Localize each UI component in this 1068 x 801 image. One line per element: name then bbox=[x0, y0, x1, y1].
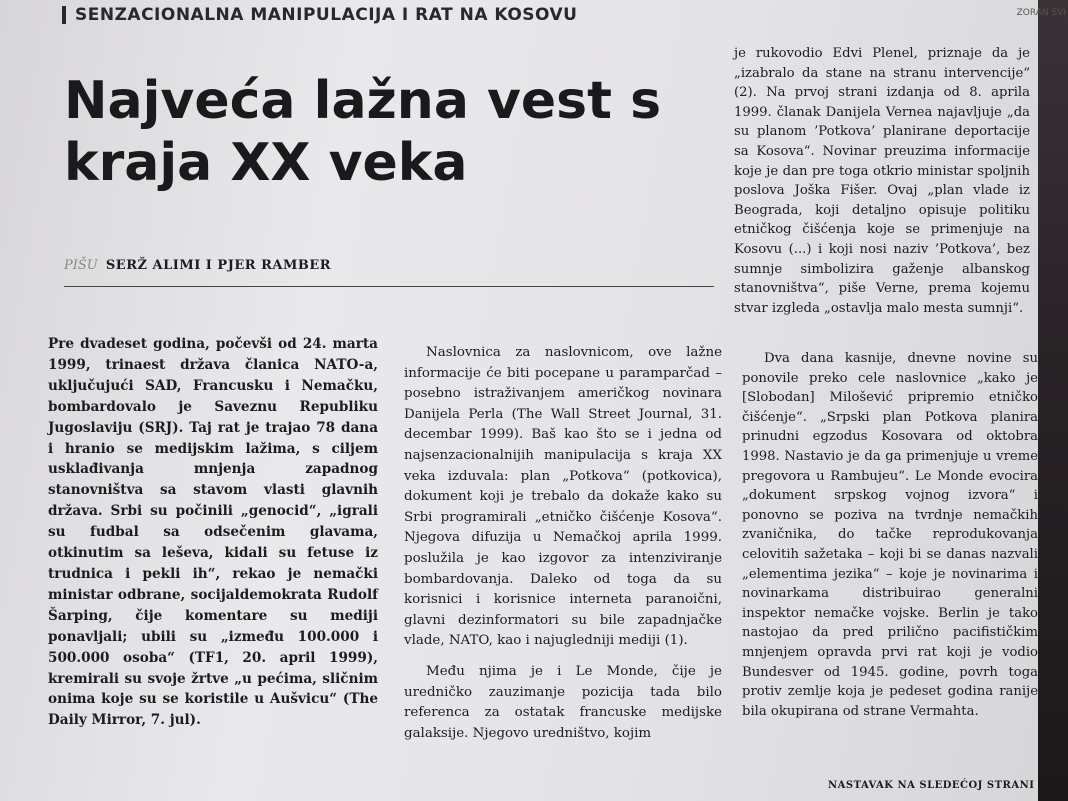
middle-paragraph-1: Naslovnica za naslovnicom, ove lažne informacije će biti pocepane u paramparčad – posebno istraživanjem američkog novinara Danijela Perla (The Wall Street Journal, 31. decembar 1999). Baš kao što se i jedna od najsenzacionalnijih manipulacija s kraja XX veka izduvala: plan „Potkova“ (potkovica), dokument koji je trebalo da dokaže kako su Srbi programirali „etničko čišćenje Kosova“. Njegova difuzija u Nemačkoj aprila 1999. poslužila je kao izgovor za intenziviranje bombardovanja. Daleko od toga da su korisnici i korisnice interneta paranoični, glavni dezinformatori su bile zapadnjačke vlade, NATO, kao i najugledniji mediji (1). bbox=[404, 345, 722, 649]
continued-label: NASTAVAK NA SLEDEĆOJ STRANI bbox=[828, 780, 1035, 791]
middle-column bbox=[404, 343, 722, 744]
headline: Najveća lažna vest s kraja XX veka bbox=[64, 71, 662, 193]
byline-rule bbox=[64, 286, 714, 287]
right-paragraph-2: Dva dana kasnije, dnevne novine su ponovile preko cele naslovnice „kako je [Slobodan] Milošević pripremio etničko čišćenje“. „Srpski plan Potkova planira prinudni egzodus Kosovara od oktobra 1998. Nastavio je da ga primenjuje u vreme pregovora u Rambujeu“. Le Monde evocira „dokument srpskog vojnog izvora“ i ponovno se poziva na tvrdnje nemačkih zvaničnika, do tačke reprodukovanja celovitih sažetaka – koji bi se danas nazvali „elementima jezika“ – koje je novinarima i novinarkama distribuirao generalni inspektor nemačke vojske. Berlin je tako nastojao da pred prilično pacifističkim mnjenjem opravda prvi rat koji je vodio Bundesver od 1945. godine, povrh toga protiv zemlje koja je pedeset godina ranije bila okupirana od strane Vermahta. bbox=[742, 351, 1038, 719]
lead-text: Pre dvadeset godina, počevši od 24. marta 1999, trinaest država članica NATO-a, uključujući SAD, Francusku i Nemačku, bombardovalo je Saveznu Republiku Jugoslaviju (SRJ). Taj rat je trajao 78 dana i hranio se medijskim lažima, s ciljem usklađivanja mnjenja zapadnog stanovništva sa stavom vlasti glavnih država. Srbi su počinili „genocid“, „igrali su fudbal sa odsečenim glavama, otkinutim sa leševa, kidali su fetuse iz trudnica i pekli ih“, rekao je nemački ministar odbrane, socijaldemokrata Rudolf Šarping, čije komentare su mediji ponavljali; ubili su „između 100.000 i 500.000 osoba“ (TF1, 20. april 1999), kremirali su svoje žrtve „u pećima, sličnim onima koje su se koristile u Aušvicu“ (The Daily Mirror, 7. jul). bbox=[48, 336, 378, 729]
lead-paragraph bbox=[48, 334, 378, 731]
right-column-bottom bbox=[742, 349, 1038, 721]
author-corner-label: ZORAN SVI bbox=[1016, 8, 1066, 18]
adjacent-page-edge bbox=[1038, 0, 1068, 801]
right-paragraph-1: je rukovodio Edvi Plenel, priznaje da je „izabralo da stane na stranu intervencije“ (2). Na prvoj strani izdanja od 8. aprila 1999. članak Danijela Vernea najavljuje „da su planom ’Potkova’ planirane deportacije sa Kosova“. Novinar preuzima informacije koje je dan pre toga otkrio ministar spoljnih poslova Joška Fišer. Ovaj „plan vlade iz Beograda, koji detaljno opisuje politiku etničkog čišćenja koje se primenjuje na Kosovu (...) i koji nosi naziv ’Potkova’, bez sumnje simbolizira gaženje albanskog stanovništva“, piše Verne, prema kojemu stvar izgleda „ostavlja malo mesta sumnji“. bbox=[734, 46, 1030, 316]
byline-authors: SERŽ ALIMI I PJER RAMBER bbox=[105, 258, 332, 273]
byline-prefix: PIŠU bbox=[64, 258, 98, 273]
kicker-bar bbox=[62, 6, 66, 24]
byline bbox=[64, 258, 331, 273]
middle-paragraph-2: Među njima je i Le Monde, čije je uredničko zauzimanje pozicija tada bilo referenca za ostatak francuske medijske galaksije. Njegovo uredništvo, kojim bbox=[404, 663, 722, 741]
right-column-top bbox=[734, 44, 1030, 318]
section-kicker: SENZACIONALNA MANIPULACIJA I RAT NA KOSOVU bbox=[75, 5, 578, 25]
